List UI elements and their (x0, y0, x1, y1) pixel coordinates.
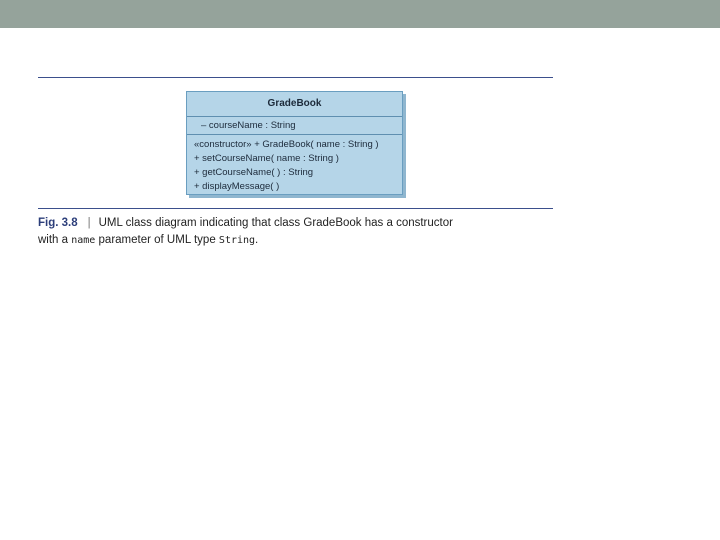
uml-operation: + setCourseName( name : String ) (194, 153, 339, 164)
figure-caption (38, 215, 553, 249)
caption-text: . (255, 234, 259, 246)
uml-attribute: – courseName : String (201, 120, 296, 131)
caption-code: String (218, 235, 256, 246)
figure-top-rule (38, 77, 553, 78)
uml-operation: + getCourseName( ) : String (194, 167, 314, 178)
caption-text: parameter of UML type (95, 234, 219, 246)
uml-operation: «constructor» + GradeBook( name : String ) (194, 139, 379, 150)
caption-code: name (71, 235, 96, 246)
caption-text: with a (38, 234, 72, 246)
uml-class-box (186, 91, 403, 195)
uml-class-name: GradeBook (187, 92, 402, 117)
caption-line-1 (38, 215, 553, 232)
uml-attributes (187, 117, 402, 135)
slide-top-bar (0, 0, 720, 28)
uml-operations (187, 135, 402, 194)
caption-text: UML class diagram indicating that class GradeBook has a constructor (98, 217, 453, 229)
figure-bottom-rule (38, 208, 553, 209)
caption-line-2 (38, 232, 553, 249)
figure-label: Fig. 3.8 (38, 217, 78, 229)
caption-separator: | (87, 217, 91, 229)
uml-operation: + displayMessage( ) (194, 181, 280, 192)
